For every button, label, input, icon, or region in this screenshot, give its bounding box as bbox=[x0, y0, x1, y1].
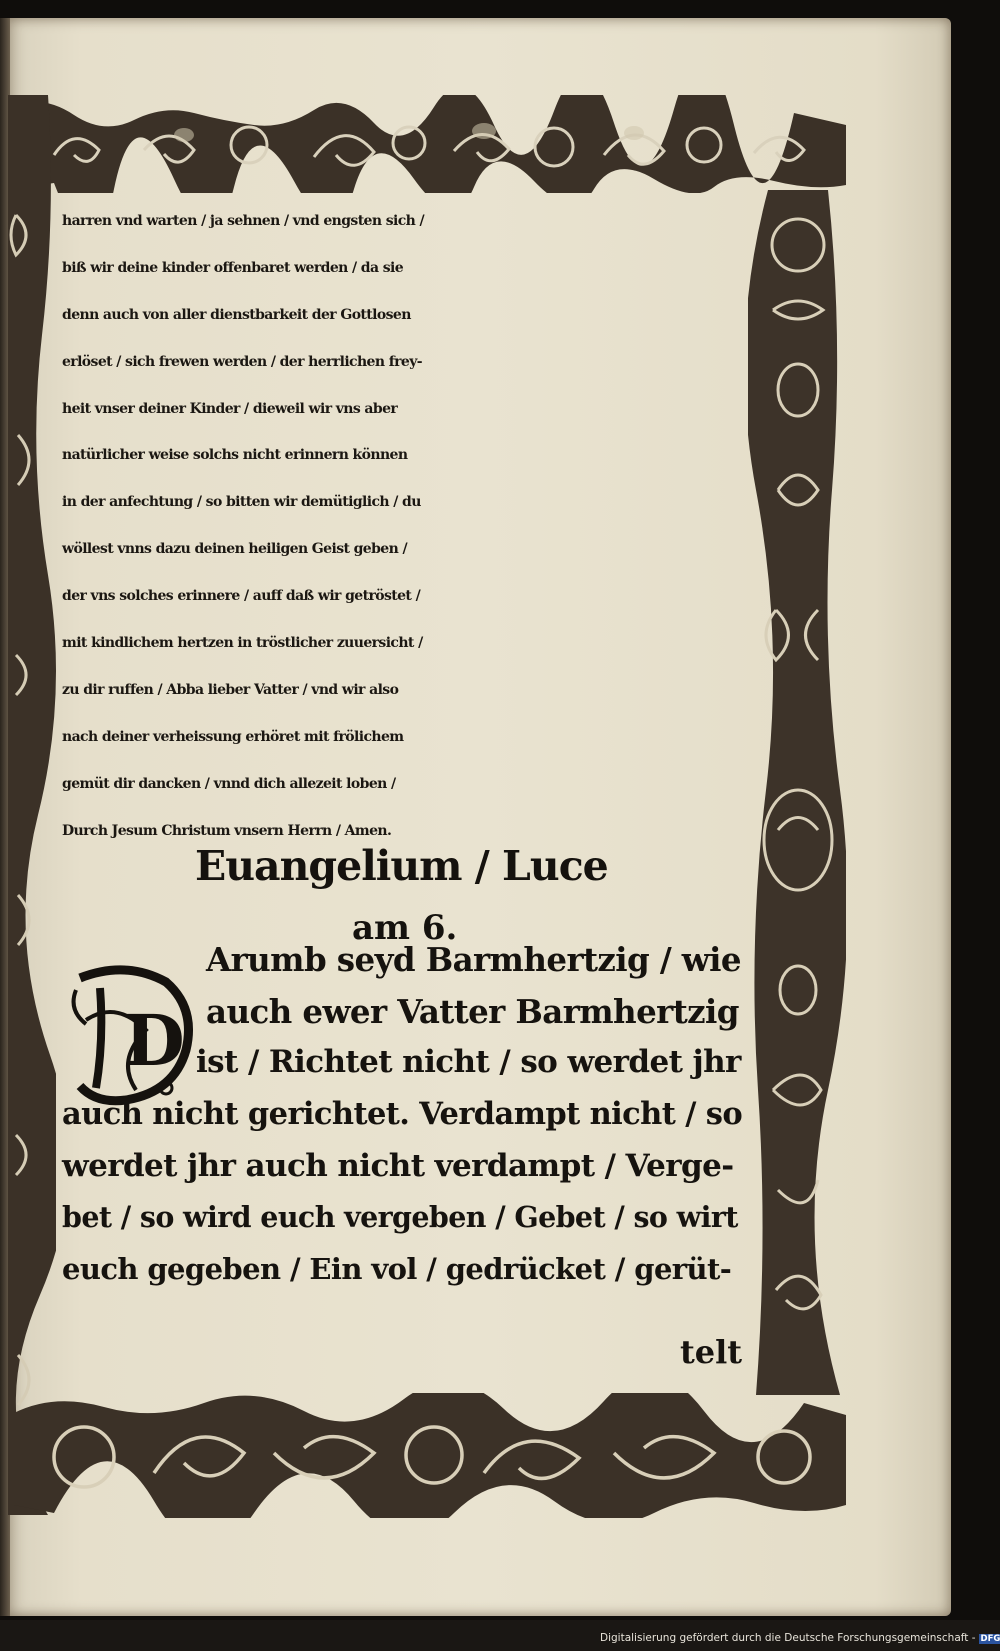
text-line: werdet jhr auch nicht verdampt / Verge- bbox=[62, 1148, 734, 1184]
text-line: ist / Richtet nicht / so werdet jhr bbox=[196, 1044, 741, 1080]
text-line: harren vnd warten / ja sehnen / vnd engsten sich / bbox=[62, 213, 425, 229]
ornament-border-top bbox=[14, 95, 846, 193]
ornament-border-right bbox=[748, 190, 846, 1395]
ornament-border-bottom bbox=[14, 1393, 846, 1518]
section-heading: Euangelium / Luce bbox=[195, 842, 608, 890]
text-line: natürlicher weise solchs nicht erinnern können bbox=[62, 447, 408, 464]
text-line: erlöset / sich frewen werden / der herrlichen frey- bbox=[62, 353, 422, 370]
text-line: zu dir ruffen / Abba lieber Vatter / vnd wir also bbox=[62, 681, 399, 698]
initial-letter: D bbox=[124, 999, 185, 1082]
text-line: bet / so wird euch vergeben / Gebet / so wirt bbox=[62, 1200, 738, 1234]
text-line: nach deiner verheissung erhöret mit frölichem bbox=[62, 728, 404, 745]
text-line: mit kindlichem hertzen in tröstlicher zuuersicht / bbox=[62, 635, 423, 652]
text-line: auch ewer Vatter Barmhertzig bbox=[206, 992, 739, 1031]
prayer-text bbox=[62, 198, 752, 854]
text-line: denn auch von aller dienstbarkeit der Gottlosen bbox=[62, 306, 411, 323]
text-line: heit vnser deiner Kinder / dieweil wir vns aber bbox=[62, 400, 398, 417]
section-subheading: am 6. bbox=[352, 908, 458, 948]
catchword: telt bbox=[680, 1333, 743, 1371]
text-line: gemüt dir dancken / vnnd dich allezeit loben / bbox=[62, 775, 396, 792]
digitization-credit bbox=[600, 1632, 1000, 1648]
ornament-border-left bbox=[8, 95, 56, 1515]
text-line: Arumb seyd Barmhertzig / wie bbox=[206, 940, 742, 979]
text-line: Durch Jesum Christum vnsern Herrn / Amen. bbox=[62, 822, 392, 839]
text-line: euch gegeben / Ein vol / gedrücket / gerüt- bbox=[62, 1252, 732, 1286]
dfg-logo: DFG bbox=[979, 1634, 1000, 1644]
text-line: biß wir deine kinder offenbaret werden / da sie bbox=[62, 259, 404, 276]
text-line: in der anfechtung / so bitten wir demütiglich / du bbox=[62, 494, 421, 511]
text-line: auch nicht gerichtet. Verdampt nicht / so bbox=[62, 1096, 743, 1132]
text-line: wöllest vnns dazu deinen heiligen Geist geben / bbox=[62, 541, 407, 558]
decorated-initial bbox=[66, 960, 198, 1110]
text-line: der vns solches erinnere / auff daß wir getröstet / bbox=[62, 588, 421, 605]
credit-text: Digitalisierung gefördert durch die Deutsche Forschungsgemeinschaft - bbox=[600, 1632, 976, 1644]
